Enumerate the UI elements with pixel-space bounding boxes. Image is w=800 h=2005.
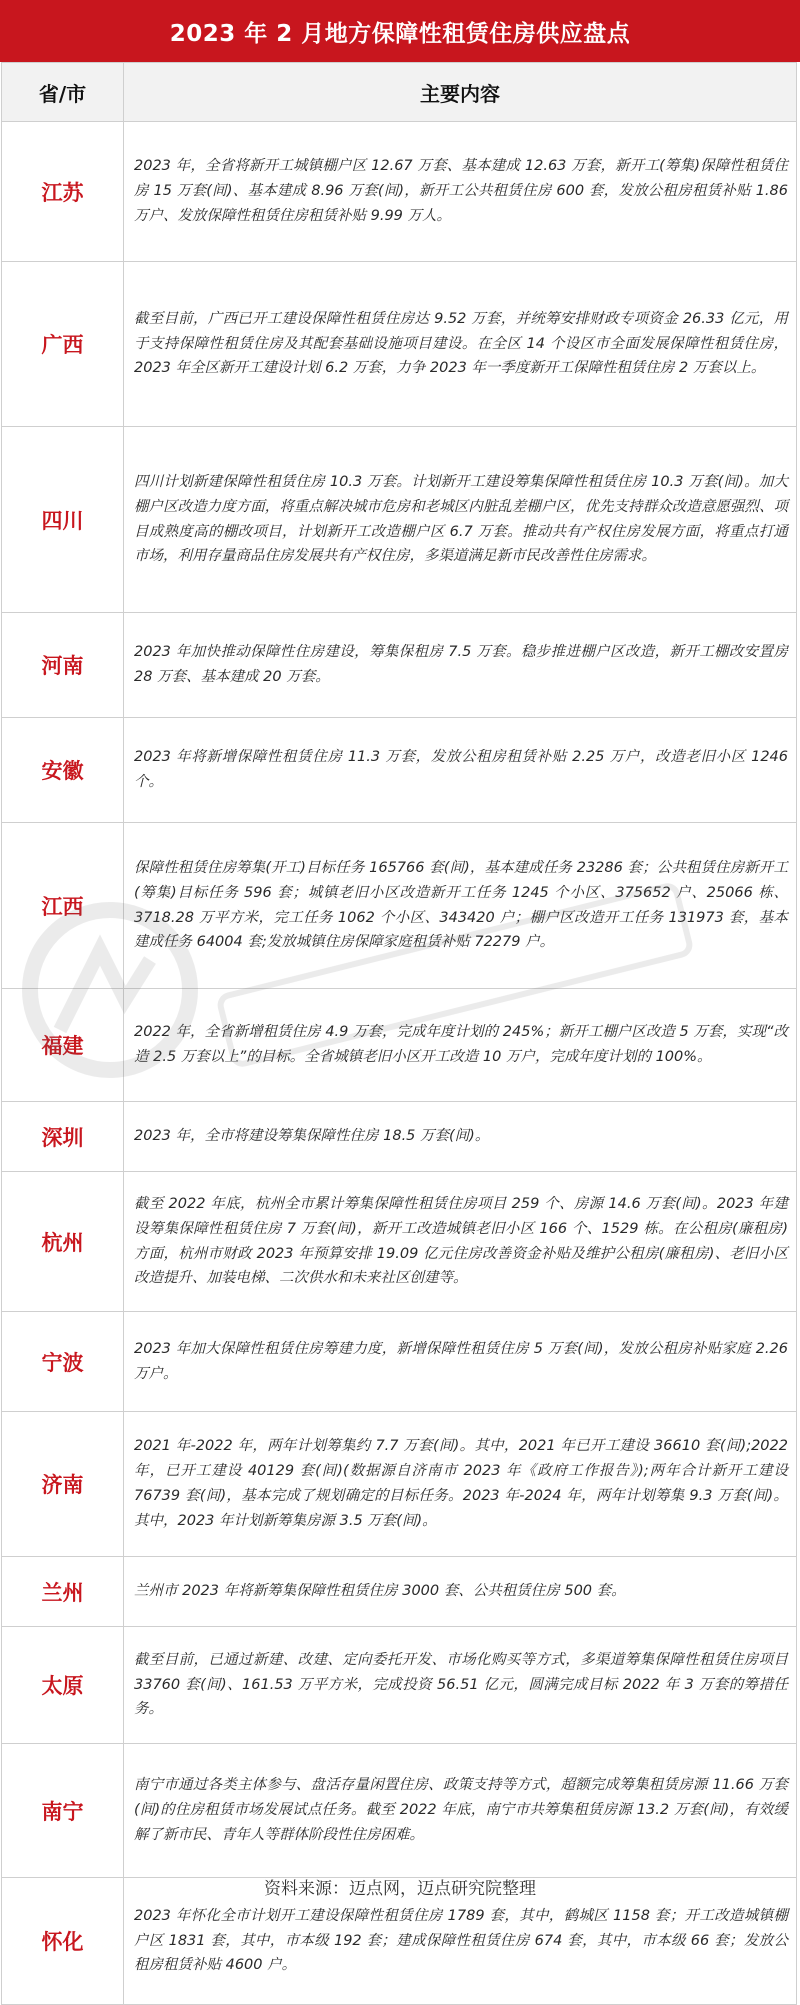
- region-cell: 深圳: [2, 1102, 124, 1172]
- region-cell: 河南: [2, 613, 124, 718]
- region-cell: 福建: [2, 989, 124, 1102]
- table-row: [2, 1102, 797, 1172]
- region-cell: 安徽: [2, 718, 124, 823]
- region-cell: 怀化: [2, 1878, 124, 2005]
- table-row: [2, 1744, 797, 1878]
- content-cell: 兰州市 2023 年将新筹集保障性租赁住房 3000 套、公共租赁住房 500 套。: [124, 1557, 797, 1627]
- region-cell: 宁波: [2, 1312, 124, 1412]
- table-row: [2, 427, 797, 613]
- content-cell: 保障性租赁住房筹集(开工)目标任务 165766 套(间)，基本建成任务 23286 套；公共租赁住房新开工(筹集)目标任务 596 套；城镇老旧小区改造新开工任务 1245 个小区、375652 户、25066 栋、3718.28 万平方米，完工任务 1062 个小区、343420 户；棚户区改造开工任务 131973 套，基本建成任务 64004 套;发放城镇住房保障家庭租赁补贴 72279 户。: [124, 823, 797, 989]
- table-row: [2, 1172, 797, 1312]
- content-cell: 南宁市通过各类主体参与、盘活存量闲置住房、政策支持等方式，超额完成筹集租赁房源 11.66 万套(间)的住房租赁市场发展试点任务。截至 2022 年底，南宁市共筹集租赁房源 13.2 万套(间)，有效缓解了新市民、青年人等群体阶段性住房困难。: [124, 1744, 797, 1878]
- content-cell: 2021 年-2022 年，两年计划筹集约 7.7 万套(间)。其中，2021 年已开工建设 36610 套(间);2022 年，已开工建设 40129 套(间)(数据源自济南市 2023 年《政府工作报告》);两年合计新开工建设 76739 套(间)，基本完成了规划确定的目标任务。2023 年-2024 年，两年计划筹集 9.3 万套(间)。其中，2023 年计划新筹集房源 3.5 万套(间)。: [124, 1412, 797, 1557]
- content-cell: 四川计划新建保障性租赁住房 10.3 万套。计划新开工建设筹集保障性租赁住房 10.3 万套(间)。加大棚户区改造力度方面，将重点解决城市危房和老城区内脏乱差棚户区，优先支持群众改造意愿强烈、项目成熟度高的棚改项目，计划新开工改造棚户区 6.7 万套。推动共有产权住房发展方面，将重点打通市场，利用存量商品住房发展共有产权住房，多渠道满足新市民改善性住房需求。: [124, 427, 797, 613]
- source-note: 资料来源：迈点网，迈点研究院整理: [264, 1879, 536, 1899]
- content-cell: 截至 2022 年底，杭州全市累计筹集保障性租赁住房项目 259 个、房源 14.6 万套(间)。2023 年建设筹集保障性租赁住房 7 万套(间)，新开工改造城镇老旧小区 166 个、1529 栋。在公租房(廉租房)方面，杭州市财政 2023 年预算安排 19.09 亿元住房改善资金补贴及维护公租房(廉租房)、老旧小区改造提升、加装电梯、二次供水和未来社区创建等。: [124, 1172, 797, 1312]
- supply-table: [1, 62, 797, 2005]
- content-cell: 截至目前，已通过新建、改建、定向委托开发、市场化购买等方式，多渠道筹集保障性租赁住房项目 33760 套(间)、161.53 万平方米，完成投资 56.51 亿元，圆满完成目标 2022 年 3 万套的筹措任务。: [124, 1627, 797, 1744]
- table-row: [2, 613, 797, 718]
- table-row: [2, 1412, 797, 1557]
- content-cell: 2023 年怀化全市计划开工建设保障性租赁住房 1789 套，其中，鹤城区 1158 套；开工改造城镇棚户区 1831 套，其中，市本级 192 套；建成保障性租赁住房 674 套，其中，市本级 66 套；发放公租房租赁补贴 4600 户。: [124, 1878, 797, 2005]
- column-header-content: 主要内容: [124, 63, 797, 122]
- content-cell: 2022 年，全省新增租赁住房 4.9 万套，完成年度计划的 245%；新开工棚户区改造 5 万套，实现“改造 2.5 万套以上”的目标。全省城镇老旧小区开工改造 10 万户，完成年度计划的 100%。: [124, 989, 797, 1102]
- content-cell: 2023 年，全市将建设筹集保障性住房 18.5 万套(间)。: [124, 1102, 797, 1172]
- table-header-row: [2, 63, 797, 122]
- content-cell: 2023 年将新增保障性租赁住房 11.3 万套，发放公租房租赁补贴 2.25 万户，改造老旧小区 1246 个。: [124, 718, 797, 823]
- region-cell: 江苏: [2, 122, 124, 262]
- region-cell: 江西: [2, 823, 124, 989]
- content-cell: 2023 年加快推动保障性住房建设，筹集保租房 7.5 万套。稳步推进棚户区改造，新开工棚改安置房 28 万套、基本建成 20 万套。: [124, 613, 797, 718]
- table-row: [2, 718, 797, 823]
- column-header-region: 省/市: [2, 63, 124, 122]
- content-cell: 2023 年加大保障性租赁住房筹建力度，新增保障性租赁住房 5 万套(间)，发放公租房补贴家庭 2.26 万户。: [124, 1312, 797, 1412]
- region-cell: 杭州: [2, 1172, 124, 1312]
- region-cell: 兰州: [2, 1557, 124, 1627]
- content-cell: 2023 年，全省将新开工城镇棚户区 12.67 万套、基本建成 12.63 万套，新开工(筹集)保障性租赁住房 15 万套(间)、基本建成 8.96 万套(间)，新开工公共租赁住房 600 套，发放公租房租赁补贴 1.86 万户、发放保障性租赁住房租赁补贴 9.99 万人。: [124, 122, 797, 262]
- table-row: [2, 823, 797, 989]
- table-row: [2, 1557, 797, 1627]
- region-cell: 南宁: [2, 1744, 124, 1878]
- region-cell: 四川: [2, 427, 124, 613]
- region-cell: 太原: [2, 1627, 124, 1744]
- table-row: [2, 262, 797, 427]
- region-cell: 济南: [2, 1412, 124, 1557]
- table-row: [2, 989, 797, 1102]
- content-cell: 截至目前，广西已开工建设保障性租赁住房达 9.52 万套，并统筹安排财政专项资金 26.33 亿元，用于支持保障性租赁住房及其配套基础设施项目建设。在全区 14 个设区市全面发展保障性租赁住房，2023 年全区新开工建设计划 6.2 万套，力争 2023 年一季度新开工保障性租赁住房 2 万套以上。: [124, 262, 797, 427]
- table-row: [2, 1627, 797, 1744]
- table-row: [2, 1312, 797, 1412]
- region-cell: 广西: [2, 262, 124, 427]
- table-row: [2, 122, 797, 262]
- page-title: 2023 年 2 月地方保障性租赁住房供应盘点: [0, 0, 800, 62]
